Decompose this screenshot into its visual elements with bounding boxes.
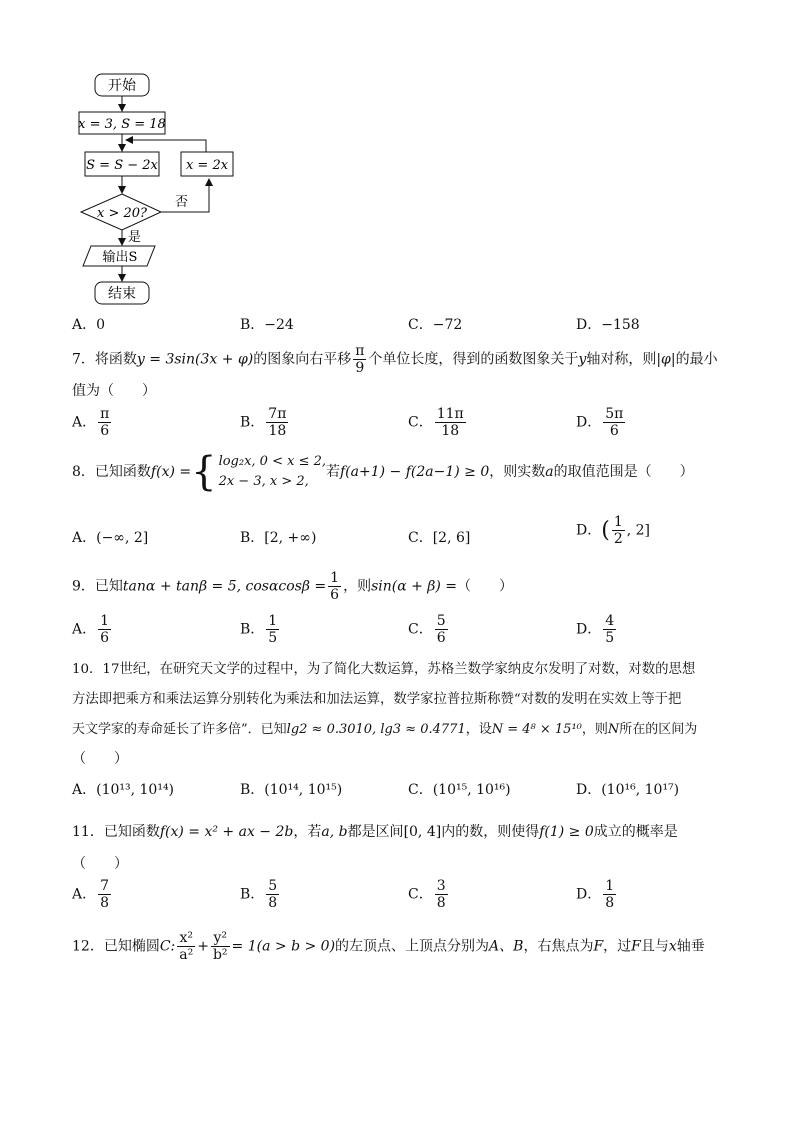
flow-update-x-label: x = 2x bbox=[185, 158, 229, 173]
q10-option-d: D．(10¹⁶, 10¹⁷) bbox=[576, 782, 680, 798]
q12-stem: 12．已知椭圆C: $\frac{\text{x²}}{\text{a²}}$ + $\frac{\text{y²}}{\text{b²}}$ = 1(a > b > 0)的左顶点、上顶点分别为A、B，右焦点为F，过F且与x轴垂 bbox=[72, 930, 705, 963]
q7-stem: 7．将函数y = 3sin(3x + φ)的图象向右平移 $\frac{\pi}{9}$ 个单位长度，得到的函数图象关于y轴对称，则|φ|的最小 bbox=[72, 343, 718, 376]
q6-option-d: D．−158 bbox=[576, 317, 640, 333]
q11-option-a: A． $\frac{7}{8}$ bbox=[72, 878, 110, 911]
q7-stem-line2: 值为（ ） bbox=[72, 383, 156, 399]
q8-stem: 8．已知函数f(x) ={ log₂x, 0 < x ≤ 2, 2x − 3, x > 2,若f(a+1) − f(2a−1) ≥ 0，则实数a的取值范围是（ ） bbox=[72, 449, 694, 495]
q11-option-b: B． $\frac{5}{8}$ bbox=[240, 878, 278, 911]
flow-output-label: 输出S bbox=[102, 250, 138, 265]
q8-option-a: A．(−∞, 2] bbox=[72, 530, 149, 546]
q7-option-d: D． $\frac{5\pi}{6}$ bbox=[576, 406, 624, 439]
q7-option-a: A． $\frac{\pi}{6}$ bbox=[72, 406, 110, 439]
q6-option-c: C．−72 bbox=[408, 317, 463, 333]
q9-option-c: C． $\frac{5}{6}$ bbox=[408, 613, 446, 646]
q8-option-c: C．[2, 6] bbox=[408, 530, 471, 546]
q11-option-c: C． $\frac{3}{8}$ bbox=[408, 878, 446, 911]
q9-option-d: D． $\frac{4}{5}$ bbox=[576, 613, 615, 646]
q10-option-a: A．(10¹³, 10¹⁴) bbox=[72, 782, 175, 798]
q10-line3: 天文学家的寿命延长了许多倍”．已知lg2 ≈ 0.3010, lg3 ≈ 0.4771，设N = 4⁸ × 15¹⁰，则N所在的区间为 bbox=[72, 722, 698, 737]
q10-line4: （ ） bbox=[72, 751, 128, 767]
q11-option-d: D． $\frac{1}{8}$ bbox=[576, 878, 615, 911]
flowchart-diagram bbox=[75, 68, 235, 308]
flow-update-s-label: S = S − 2x bbox=[86, 158, 158, 173]
flow-no-label: 否 bbox=[175, 195, 189, 210]
q9-stem: 9．已知tanα + tanβ = 5, cosαcosβ = $\frac{1}{6}$ ，则sin(α + β) =（ ） bbox=[72, 570, 514, 603]
q6-option-b: B．−24 bbox=[240, 317, 294, 333]
flow-init-label: x = 3, S = 18 bbox=[78, 117, 166, 132]
q10-option-c: C．(10¹⁵, 10¹⁶) bbox=[408, 782, 511, 798]
q10-option-b: B．(10¹⁴, 10¹⁵) bbox=[240, 782, 343, 798]
flow-yes-label: 是 bbox=[128, 230, 142, 245]
q9-option-b: B． $\frac{1}{5}$ bbox=[240, 613, 278, 646]
q6-option-a: A．0 bbox=[72, 317, 106, 333]
q11-stem: 11．已知函数f(x) = x² + ax − 2b，若a, b都是区间[0, 4]内的数，则使得f(1) ≥ 0成立的概率是 bbox=[72, 824, 678, 840]
q11-stem-line2: （ ） bbox=[72, 856, 128, 872]
q8-option-d: D．( $\frac{1}{2}$ , 2] bbox=[576, 514, 651, 547]
q10-line1: 10．17世纪，在研究天文学的过程中，为了简化大数运算，苏格兰数学家纳皮尔发明了对数，对数的思想 bbox=[72, 662, 696, 677]
q8-option-b: B．[2, +∞) bbox=[240, 530, 317, 546]
flow-start-label: 开始 bbox=[108, 78, 136, 94]
flow-condition-label: x > 20? bbox=[96, 206, 148, 221]
flow-end-label: 结束 bbox=[108, 286, 136, 302]
q10-line2: 方法即把乘方和乘法运算分别转化为乘法和加法运算，数学家拉普拉斯称赞“对数的发明在实效上等于把 bbox=[72, 692, 682, 707]
q7-option-b: B． $\frac{7\pi}{18}$ bbox=[240, 406, 287, 439]
q7-option-c: C． $\frac{11\pi}{18}$ bbox=[408, 406, 464, 439]
q9-option-a: A． $\frac{1}{6}$ bbox=[72, 613, 110, 646]
